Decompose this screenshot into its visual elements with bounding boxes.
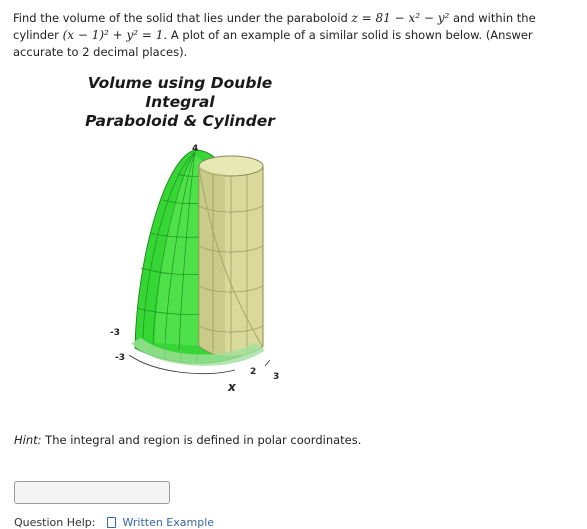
question-help <box>14 516 214 529</box>
figure-title-line2: Paraboloid & Cylinder <box>85 112 275 130</box>
problem-text-2: and within the cylinder <box>13 11 536 42</box>
problem-text-1: Find the volume of the solid that lies under the paraboloid <box>13 11 348 25</box>
cylinder-equation: (x − 1)² + y² = 1. <box>62 28 168 42</box>
hint-text: The integral and region is defined in polar coordinates. <box>45 433 362 447</box>
problem-statement <box>13 10 573 61</box>
cylinder-surface <box>199 156 263 357</box>
x-tick-label-3: 3 <box>273 372 280 382</box>
x-axis-label: x <box>228 380 236 394</box>
paraboloid-equation: z = 81 − x² − y² <box>351 11 450 25</box>
figure-title-line1: Volume using Double Integral <box>87 74 273 111</box>
solid-plot <box>95 138 305 398</box>
x-tick-label-2: 2 <box>250 367 257 377</box>
problem-text-3: A plot of an example of a similar solid is shown below. <box>170 28 483 42</box>
hint-label: Hint: <box>14 433 42 447</box>
z-tick-label: 4 <box>192 144 199 154</box>
hint <box>14 433 361 447</box>
figure-title <box>60 74 300 131</box>
question-help-label: Question Help: <box>14 516 96 529</box>
document-icon <box>107 517 116 528</box>
y-tick-label-top: -3 <box>110 328 120 338</box>
y-tick-label-bottom: -3 <box>115 353 125 363</box>
problem-text-4: (Answer accurate to 2 decimal places). <box>13 28 533 59</box>
written-example-link[interactable]: Written Example <box>122 516 215 529</box>
answer-input[interactable] <box>14 481 170 504</box>
